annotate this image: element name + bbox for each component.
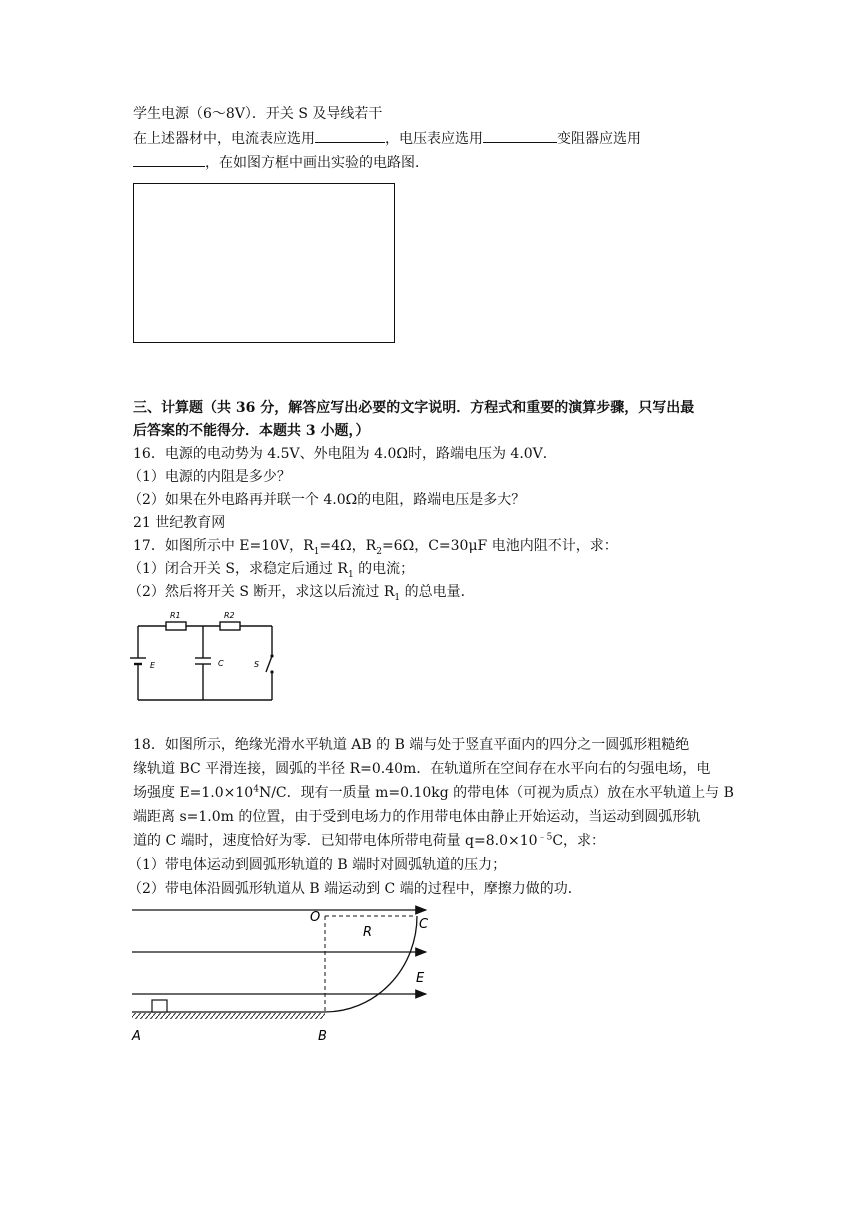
- resistor-r1-symbol: [166, 622, 186, 630]
- q17-part1: （1）闭合开关 S，求稳定后通过 $R_1$ 的电流；: [128, 561, 415, 580]
- b-label: B: [318, 1029, 327, 1044]
- charged-block: [152, 1000, 167, 1012]
- q18-line-5: 道的 C 端时，速度恰好为零．已知带电体所带电荷量 $q=8.0\times 10^{﹣5}C$，求：: [133, 832, 606, 849]
- q18-line-4: 端距离 s=1.0m 的位置，由于受到电场力的作用带电体由静止开始运动，当运动到圆弧形轨: [133, 809, 701, 825]
- c-label: C: [218, 659, 224, 668]
- circuit-drawing-box[interactable]: [133, 183, 395, 343]
- q18-line-2: 缘轨道 BC 平滑连接，圆弧的半径 R=0.40m．在轨道所在空间存在水平向右的匀强电场，电: [133, 761, 711, 777]
- e-label: E: [416, 971, 425, 986]
- q18-line-1: 18．如图所示，绝缘光滑水平轨道 AB 的 B 端与处于竖直平面内的四分之一圆弧形粗糙绝: [133, 737, 690, 753]
- watermark-text: 21 世纪教育网: [133, 515, 226, 531]
- r-label: R: [363, 925, 373, 940]
- section-heading: 三、计算题（共 36 分，解答应写出必要的文字说明．方程式和重要的演算步骤，只写出最: [133, 400, 695, 416]
- q16-stem: 16．电源的电动势为 4.5V、外电阻为 4.0Ω时，路端电压为 4.0V．: [133, 446, 557, 462]
- q17-circuit-diagram: [130, 606, 280, 702]
- q17-stem: 17．如图所示中 E=10V，$R_1=4\Omega$，$R_2=6\Omega$，C=30μF 电池内阻不计，求：: [133, 538, 618, 557]
- q17-part2: （2）然后将开关 S 断开，求这以后流过 $R_1$ 的总电量．: [128, 584, 475, 603]
- q18-line-3: 场强度 $E=1.0\times 10^4N/C$．现有一质量 m=0.10kg 的带电体（可视为质点）放在水平轨道上与 B: [133, 784, 734, 801]
- c-label: C: [419, 917, 429, 932]
- resistor-r2-symbol: [220, 622, 240, 630]
- r1-label: R1: [170, 611, 181, 620]
- section-heading-cont: 后答案的不能得分．本题共 3 小题，）: [133, 423, 370, 439]
- selection-line: 在上述器材中，电流表应选用 ，电压表应选用 变阻器应选用: [133, 128, 641, 149]
- a-label: A: [132, 1029, 141, 1044]
- o-label: O: [310, 910, 321, 925]
- q16-part2: （2）如果在外电路再并联一个 4.0Ω的电阻，路端电压是多大？: [128, 492, 526, 508]
- selection-line-2: ，在如图方框中画出实验的电路图．: [133, 152, 429, 173]
- equipment-line: 学生电源（6～8V）．开关 S 及导线若干: [133, 106, 383, 122]
- q18-part2: （2）带电体沿圆弧形轨道从 B 端运动到 C 端的过程中，摩擦力做的功．: [128, 881, 582, 897]
- voltmeter-blank[interactable]: [483, 128, 557, 143]
- q18-part1: （1）带电体运动到圆弧形轨道的 B 端时对圆弧轨道的压力；: [128, 857, 507, 873]
- e-label: E: [150, 661, 156, 670]
- s-label: S: [254, 660, 260, 669]
- ammeter-blank[interactable]: [315, 128, 385, 143]
- q16-part1: （1）电源的内阻是多少？: [128, 469, 291, 485]
- q18-track-diagram: [128, 902, 448, 1044]
- rheostat-blank[interactable]: [133, 152, 205, 167]
- r2-label: R2: [224, 611, 235, 620]
